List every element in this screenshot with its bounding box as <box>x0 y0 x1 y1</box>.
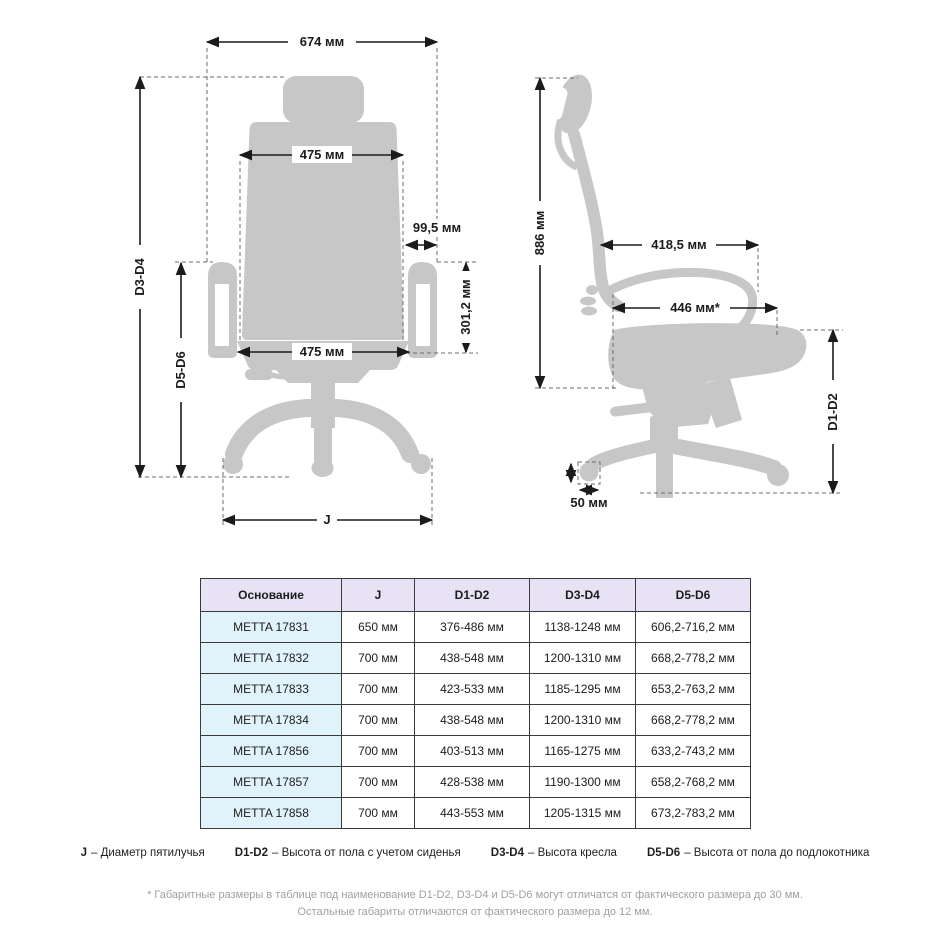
spec-table <box>200 578 751 829</box>
footnote-line-2: Остальные габариты отличаются от фактического размера до 12 мм. <box>297 906 653 918</box>
model-cell: METTA 17831 <box>201 612 342 643</box>
chair-front-view <box>131 33 478 528</box>
d3d4-cell: 1205-1315 мм <box>530 798 636 829</box>
col-header-d3d4: D3-D4 <box>530 579 636 612</box>
d1d2-cell: 423-533 мм <box>415 674 530 705</box>
d3d4-cell: 1138-1248 мм <box>530 612 636 643</box>
d5d6-cell: 653,2-763,2 мм <box>636 674 751 705</box>
legend-term: D3-D4 <box>490 847 524 859</box>
base-arm-left <box>234 408 322 454</box>
table-row <box>201 798 751 829</box>
dim-armrest-height: 301,2 мм <box>458 279 473 335</box>
model-cell: METTA 17832 <box>201 643 342 674</box>
table-row <box>201 643 751 674</box>
col-header-j: J <box>342 579 415 612</box>
col-header-d1d2: D1-D2 <box>415 579 530 612</box>
d3d4-cell: 1200-1310 мм <box>530 705 636 736</box>
legend-item-d1d2 <box>235 847 461 859</box>
legend-term: J <box>80 847 87 859</box>
legend-term: D5-D6 <box>646 847 681 859</box>
dim-caster-size: 50 мм <box>570 495 608 510</box>
j-cell: 700 мм <box>342 674 415 705</box>
model-cell: METTA 17834 <box>201 705 342 736</box>
backrest-spine <box>574 134 618 306</box>
table-row <box>201 767 751 798</box>
footnote-line-1: * Габаритные размеры в таблице под наименование D1-D2, D3-D4 и D5-D6 могут отличатся от фактического размера до 30 мм. <box>147 889 803 901</box>
dim-seat-height-label: D1-D2 <box>825 393 840 431</box>
side-caster-left <box>580 463 599 482</box>
table-row <box>201 736 751 767</box>
d5d6-cell: 633,2-743,2 мм <box>636 736 751 767</box>
table-row <box>201 612 751 643</box>
model-cell: METTA 17833 <box>201 674 342 705</box>
side-leg-left <box>594 444 664 464</box>
j-cell: 700 мм <box>342 705 415 736</box>
legend-desc: – Высота от пола с учетом сиденья <box>272 847 461 859</box>
gas-lift-rod <box>656 446 673 498</box>
dim-base-label: J <box>323 512 331 527</box>
d3d4-cell: 1185-1295 мм <box>530 674 636 705</box>
dim-overall-height: 886 мм <box>532 210 547 256</box>
d1d2-cell: 376-486 мм <box>415 612 530 643</box>
legend-desc: – Диаметр пятилучья <box>90 847 205 859</box>
d5d6-cell: 668,2-778,2 мм <box>636 705 751 736</box>
legend-item-j <box>81 847 205 859</box>
d5d6-cell: 668,2-778,2 мм <box>636 643 751 674</box>
model-cell: METTA 17856 <box>201 736 342 767</box>
legend-desc: – Высота от пола до подлокотника <box>684 847 870 859</box>
dim-backrest-depth: 418,5 мм <box>651 237 707 252</box>
footnote <box>0 887 950 921</box>
model-cell: METTA 17857 <box>201 767 342 798</box>
legend-item-d3d4 <box>491 847 617 859</box>
col-header-d5d6: D5-D6 <box>636 579 751 612</box>
lumbar-knob-3 <box>581 307 597 316</box>
legend <box>0 847 950 859</box>
d5d6-cell: 606,2-716,2 мм <box>636 612 751 643</box>
d3d4-cell: 1190-1300 мм <box>530 767 636 798</box>
dim-seat-width: 475 мм <box>299 344 345 359</box>
armrest-left-hollow <box>215 284 229 346</box>
armrest-right-hollow <box>416 284 430 346</box>
dim-backrest-width: 475 мм <box>299 147 345 162</box>
legend-term: D1-D2 <box>234 847 269 859</box>
legend-item-d5d6 <box>647 847 869 859</box>
dim-chair-height-label: D3-D4 <box>132 258 147 296</box>
col-header-base: Основание <box>201 579 342 612</box>
d5d6-cell: 673,2-783,2 мм <box>636 798 751 829</box>
d1d2-cell: 438-548 мм <box>415 643 530 674</box>
caster-right <box>411 454 431 474</box>
lumbar-knob-1 <box>586 285 598 295</box>
table-row <box>201 705 751 736</box>
dim-armrest-floor-label: D5-D6 <box>173 351 188 389</box>
side-leg-right <box>664 444 774 468</box>
lumbar-knob-2 <box>580 297 596 306</box>
model-cell: METTA 17858 <box>201 798 342 829</box>
j-cell: 700 мм <box>342 767 415 798</box>
table-row <box>201 674 751 705</box>
d5d6-cell: 658,2-768,2 мм <box>636 767 751 798</box>
d1d2-cell: 428-538 мм <box>415 767 530 798</box>
side-caster-right <box>767 464 789 486</box>
j-cell: 700 мм <box>342 736 415 767</box>
caster-center <box>312 459 334 477</box>
j-cell: 700 мм <box>342 798 415 829</box>
j-cell: 650 мм <box>342 612 415 643</box>
caster-left <box>223 454 243 474</box>
dim-seat-depth: 446 мм* <box>670 300 720 315</box>
d1d2-cell: 443-553 мм <box>415 798 530 829</box>
dim-overall-width: 674 мм <box>299 34 345 49</box>
j-cell: 700 мм <box>342 643 415 674</box>
d1d2-cell: 403-513 мм <box>415 736 530 767</box>
chair-side-view <box>531 71 843 510</box>
d1d2-cell: 438-548 мм <box>415 705 530 736</box>
d3d4-cell: 1200-1310 мм <box>530 643 636 674</box>
lever-handle <box>245 369 273 380</box>
legend-desc: – Высота кресла <box>528 847 617 859</box>
base-arm-right <box>322 408 410 454</box>
dim-armrest-offset: 99,5 мм <box>412 220 462 235</box>
chair-side-silhouette <box>549 71 806 498</box>
headrest <box>283 76 364 123</box>
d3d4-cell: 1165-1275 мм <box>530 736 636 767</box>
table-header-row <box>201 579 751 612</box>
